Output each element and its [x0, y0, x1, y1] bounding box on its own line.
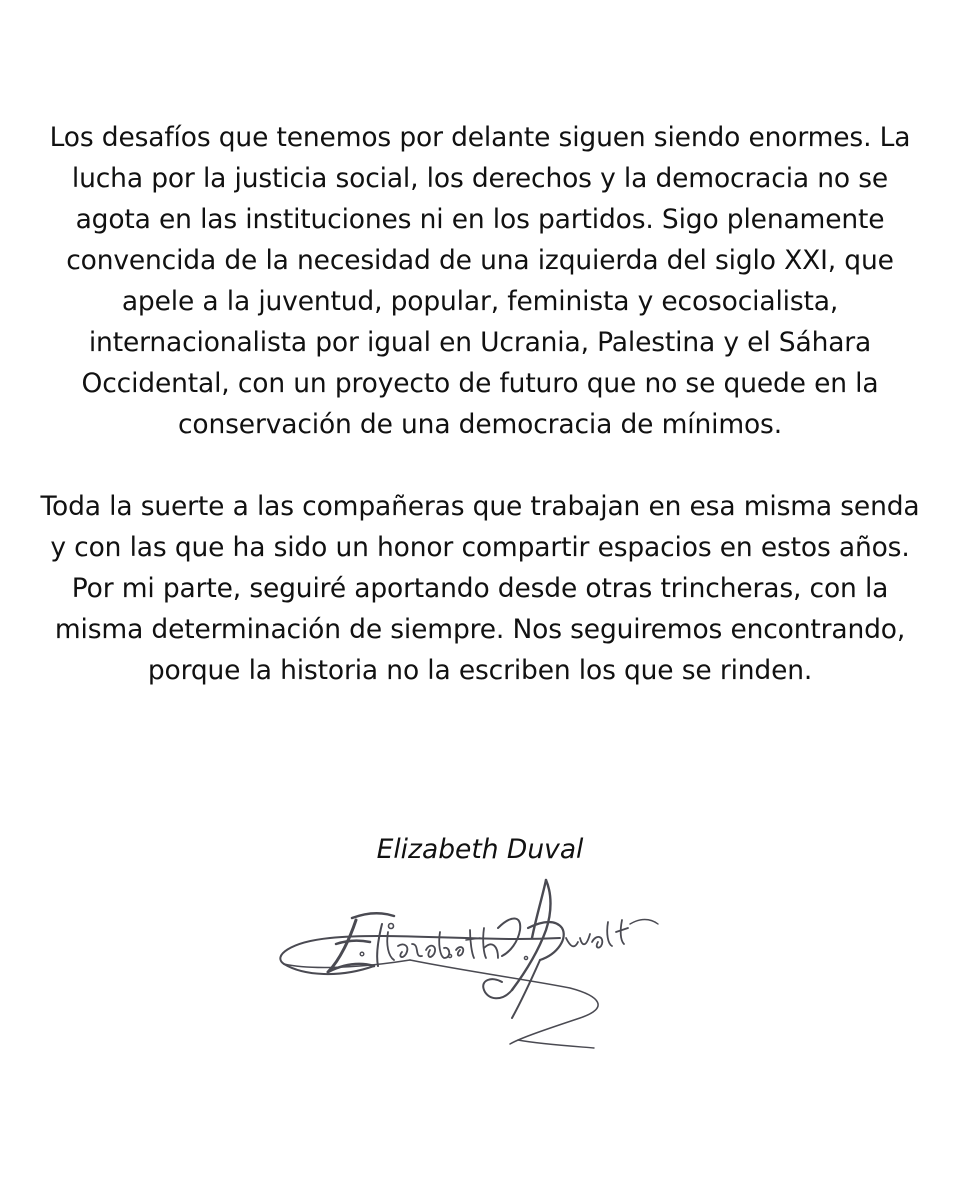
paragraph-farewell: Toda la suerte a las compañeras que trabajan en esa misma senda y con las que ha sido un honor compartir espacios en estos años. Por mi parte, seguiré aportando desde otras trincheras, con la misma determinación de siempre. Nos seguiremos encontrando, porque la historia no la escriben los que se rinden.	[40, 491, 920, 686]
paragraph-challenges: Los desafíos que tenemos por delante siguen siendo enormes. La lucha por la justicia social, los derechos y la democracia no se agota en las instituciones ni en los partidos. Sigo plenamente convencida de la necesidad de una izquierda del siglo XXI, que apele a la juventud, popular, feminista y ecosocialista, internacionalista por igual en Ucrania, Palestina y el Sáhara Occidental, con un proyecto de futuro que no se quede en la conservación de una democracia de mínimos.	[49, 122, 911, 440]
author-name: Elizabeth Duval	[376, 834, 584, 865]
handwritten-signature	[270, 868, 660, 1050]
signature-drawing	[270, 868, 660, 1050]
letter-body	[40, 117, 920, 691]
